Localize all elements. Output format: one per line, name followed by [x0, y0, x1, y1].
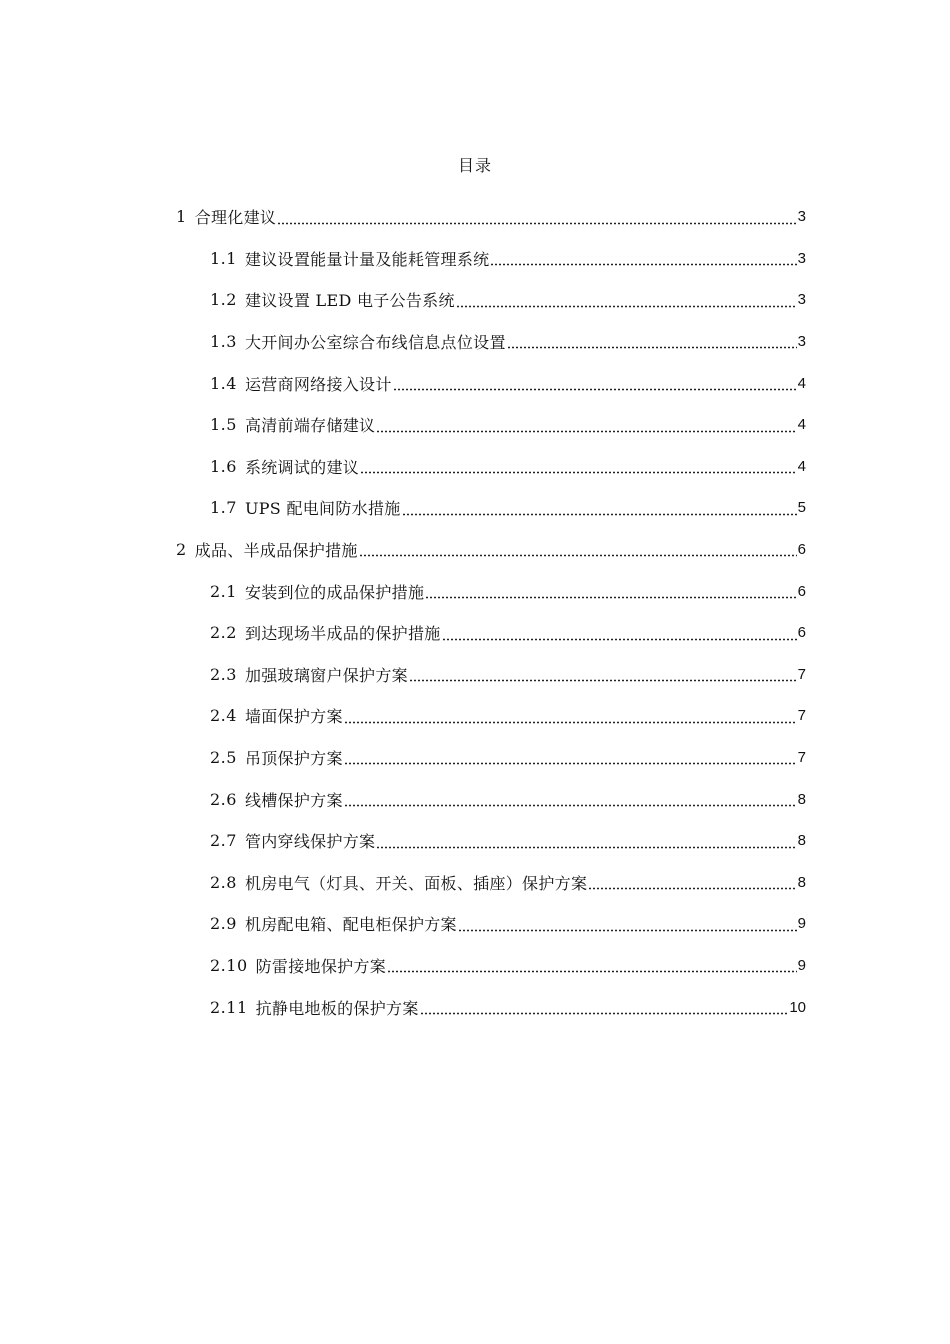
toc-entry[interactable]	[176, 986, 806, 1028]
toc-entry-number: 1.7	[210, 498, 237, 518]
table-of-contents	[176, 196, 806, 1028]
toc-entry-title: 安装到位的成品保护措施	[244, 582, 425, 602]
toc-entry-title: 高清前端存储建议	[244, 416, 376, 436]
toc-entry-page-number: 3	[797, 333, 806, 351]
toc-entry-number: 2.8	[210, 872, 237, 892]
toc-entry-number: 1.2	[210, 290, 237, 310]
toc-entry-number: 2.7	[210, 831, 237, 851]
toc-entry[interactable]	[176, 903, 806, 945]
toc-dot-leader	[393, 388, 797, 391]
toc-entry[interactable]	[176, 820, 806, 862]
toc-dot-leader	[442, 638, 797, 641]
toc-entry[interactable]	[176, 737, 806, 779]
toc-entry-title: 防雷接地保护方案	[255, 956, 387, 976]
toc-entry-page-number: 3	[797, 208, 806, 226]
toc-entry-number: 2.11	[210, 997, 248, 1017]
toc-entry-number: 1.3	[210, 332, 237, 352]
toc-entry[interactable]	[176, 654, 806, 696]
toc-entry[interactable]	[176, 279, 806, 321]
toc-entry-number: 2.2	[210, 623, 237, 643]
toc-entry-title: 墙面保护方案	[244, 707, 343, 727]
toc-entry-title: 机房电气（灯具、开关、面板、插座）保护方案	[244, 873, 588, 893]
toc-dot-leader	[402, 513, 797, 516]
toc-entry-number: 1.1	[210, 248, 237, 268]
toc-entry-number: 2.9	[210, 914, 237, 934]
toc-entry-page-number: 5	[797, 499, 806, 517]
toc-entry[interactable]	[176, 570, 806, 612]
toc-entry-title: 建议设置 LED 电子公告系统	[244, 291, 455, 311]
toc-dot-leader	[387, 970, 797, 973]
toc-entry-page-number: 6	[797, 541, 806, 559]
toc-entry[interactable]	[176, 487, 806, 529]
toc-entry[interactable]	[176, 778, 806, 820]
toc-entry[interactable]	[176, 404, 806, 446]
toc-dot-leader	[376, 846, 796, 849]
toc-entry[interactable]	[176, 695, 806, 737]
toc-dot-leader	[588, 887, 796, 890]
toc-entry-page-number: 3	[797, 291, 806, 309]
toc-dot-leader	[507, 346, 797, 349]
toc-entry-number: 2.10	[210, 955, 248, 975]
toc-entry-title: 成品、半成品保护措施	[194, 541, 358, 561]
toc-entry-number: 2	[176, 540, 187, 560]
toc-dot-leader	[344, 762, 797, 765]
toc-dot-leader	[456, 305, 797, 308]
toc-entry-title: 机房配电箱、配电柜保护方案	[244, 915, 457, 935]
toc-entry[interactable]	[176, 321, 806, 363]
toc-entry-page-number: 9	[797, 956, 806, 974]
toc-dot-leader	[425, 596, 796, 599]
toc-entry-title: 管内穿线保护方案	[244, 832, 376, 852]
toc-entry-number: 2.1	[210, 581, 237, 601]
toc-entry-page-number: 6	[797, 624, 806, 642]
toc-entry-number: 2.5	[210, 748, 237, 768]
toc-entry-title: 抗静电地板的保护方案	[255, 998, 419, 1018]
toc-dot-leader	[344, 804, 797, 807]
toc-dot-leader	[360, 471, 797, 474]
toc-dot-leader	[490, 263, 796, 266]
toc-entry-title: 系统调试的建议	[244, 457, 360, 477]
toc-entry-page-number: 8	[797, 832, 806, 850]
toc-entry-title: 加强玻璃窗户保护方案	[244, 665, 408, 685]
toc-entry[interactable]	[176, 529, 806, 571]
toc-dot-leader	[359, 554, 797, 557]
toc-entry-title: UPS 配电间防水措施	[244, 499, 401, 519]
toc-title: 目录	[457, 156, 492, 175]
toc-entry-title: 大开间办公室综合布线信息点位设置	[244, 333, 506, 353]
toc-entry-number: 2.4	[210, 706, 237, 726]
toc-entry-page-number: 7	[797, 749, 806, 767]
toc-entry-page-number: 7	[797, 665, 806, 683]
toc-entry-number: 2.6	[210, 789, 237, 809]
toc-entry-page-number: 4	[797, 416, 806, 434]
toc-entry-page-number: 10	[789, 998, 806, 1016]
toc-entry-page-number: 3	[797, 249, 806, 267]
toc-dot-leader	[344, 721, 797, 724]
toc-entry[interactable]	[176, 362, 806, 404]
toc-entry-number: 2.3	[210, 664, 237, 684]
toc-entry[interactable]	[176, 446, 806, 488]
toc-entry-number: 1.4	[210, 373, 237, 393]
toc-entry-title: 到达现场半成品的保护措施	[244, 624, 441, 644]
toc-entry-page-number: 7	[797, 707, 806, 725]
toc-entry[interactable]	[176, 945, 806, 987]
toc-entry-number: 1.6	[210, 456, 237, 476]
toc-entry-page-number: 4	[797, 457, 806, 475]
toc-entry[interactable]	[176, 862, 806, 904]
toc-entry-title: 合理化建议	[194, 208, 277, 228]
toc-dot-leader	[376, 430, 796, 433]
toc-entry-number: 1	[176, 207, 187, 227]
toc-entry-title: 线槽保护方案	[244, 790, 343, 810]
toc-entry-page-number: 8	[797, 790, 806, 808]
toc-entry[interactable]	[176, 238, 806, 280]
toc-entry-page-number: 6	[797, 582, 806, 600]
toc-entry-title: 运营商网络接入设计	[244, 374, 392, 394]
toc-entry-page-number: 8	[797, 873, 806, 891]
toc-entry-title: 建议设置能量计量及能耗管理系统	[244, 249, 490, 269]
toc-dot-leader	[420, 1012, 789, 1015]
toc-entry[interactable]	[176, 196, 806, 238]
toc-dot-leader	[409, 679, 797, 682]
toc-entry[interactable]	[176, 612, 806, 654]
toc-dot-leader	[458, 929, 797, 932]
toc-entry-number: 1.5	[210, 415, 237, 435]
toc-entry-page-number: 4	[797, 374, 806, 392]
toc-dot-leader	[277, 222, 796, 225]
toc-entry-page-number: 9	[797, 915, 806, 933]
toc-entry-title: 吊顶保护方案	[244, 749, 343, 769]
